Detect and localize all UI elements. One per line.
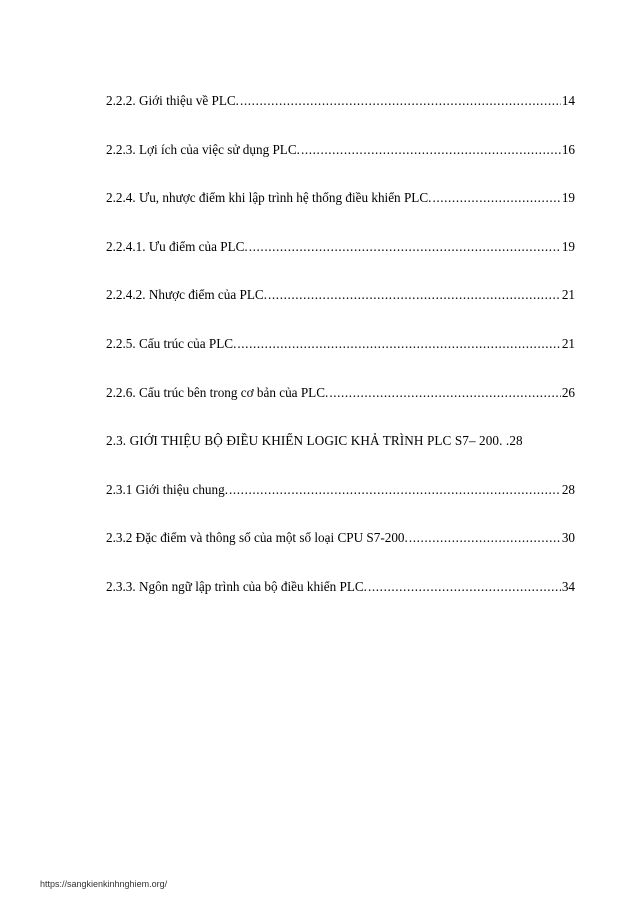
toc-page-number: 28 bbox=[561, 481, 575, 497]
toc-entry-text: 2.3.3. Ngôn ngữ lập trình của bộ điều khiển PLC. bbox=[106, 578, 367, 594]
toc-page-number: 28 bbox=[509, 433, 523, 449]
toc-entry-2-2-5 bbox=[106, 336, 575, 385]
toc-leader-dots bbox=[301, 142, 561, 158]
toc-leader-dots bbox=[237, 336, 560, 352]
toc-leader-dots bbox=[229, 482, 561, 498]
toc-entry-2-3 bbox=[106, 433, 575, 482]
toc-leader-dots bbox=[249, 239, 561, 255]
toc-entry-2-3-3 bbox=[106, 579, 575, 628]
toc-page-number: 26 bbox=[561, 384, 575, 400]
toc-entry-text: 2.2.6. Cấu trúc bên trong cơ bản của PLC. bbox=[106, 384, 329, 400]
toc-entry-2-3-1 bbox=[106, 482, 575, 531]
toc-leader-dots bbox=[268, 287, 561, 303]
toc-page-number: 21 bbox=[561, 287, 575, 303]
toc-entry-2-2-4-1 bbox=[106, 239, 575, 288]
toc-leader-dots bbox=[409, 530, 561, 546]
footer-url: https://sangkienkinhnghiem.org/ bbox=[40, 879, 168, 889]
toc-page-number: 16 bbox=[561, 141, 575, 157]
toc-leader-dots bbox=[240, 93, 561, 109]
toc-page-number: 21 bbox=[561, 335, 575, 351]
toc-entry-2-2-3 bbox=[106, 142, 575, 191]
toc-entry-2-2-4 bbox=[106, 190, 575, 239]
toc-page-number: 19 bbox=[561, 238, 575, 254]
toc-page-number: 19 bbox=[561, 190, 575, 206]
toc-entry-text: 2.2.2. Giới thiệu về PLC. bbox=[106, 93, 239, 108]
toc-page-number: 34 bbox=[561, 578, 575, 594]
toc-entry-text: 2.2.5. Cấu trúc của PLC. bbox=[106, 335, 237, 351]
toc-entry-text: 2.3.2 Đặc điểm và thông số của một số loại CPU S7-200. bbox=[106, 530, 408, 546]
toc-entry-text: 2.2.3. Lợi ích của việc sử dụng PLC. bbox=[106, 141, 300, 157]
toc-entry-text: 2.2.4.2. Nhược điểm của PLC. bbox=[106, 287, 267, 303]
toc-entry-text: 2.2.4. Ưu, nhược điểm khi lập trình hệ thống điều khiển PLC. bbox=[106, 190, 432, 206]
toc-leader-dots bbox=[432, 190, 560, 206]
toc-entry-2-2-6 bbox=[106, 385, 575, 434]
toc-leader-dots bbox=[329, 385, 560, 401]
toc-entry-2-2-2 bbox=[106, 93, 575, 142]
toc-entry-text: 2.3.1 Giới thiệu chung. bbox=[106, 481, 228, 497]
toc-entry-2-2-4-2 bbox=[106, 287, 575, 336]
toc-entry-text: 2.3. GIỚI THIỆU BỘ ĐIỀU KHIỂN LOGIC KHẢ TRÌNH PLC S7– 200. . bbox=[106, 433, 510, 449]
toc-leader-dots bbox=[368, 579, 561, 595]
toc-entry-text: 2.2.4.1. Ưu điểm của PLC. bbox=[106, 238, 248, 254]
toc-entry-2-3-2 bbox=[106, 530, 575, 579]
toc-page-number: 30 bbox=[561, 530, 575, 546]
table-of-contents bbox=[106, 93, 575, 628]
toc-page-number: 14 bbox=[561, 93, 575, 108]
